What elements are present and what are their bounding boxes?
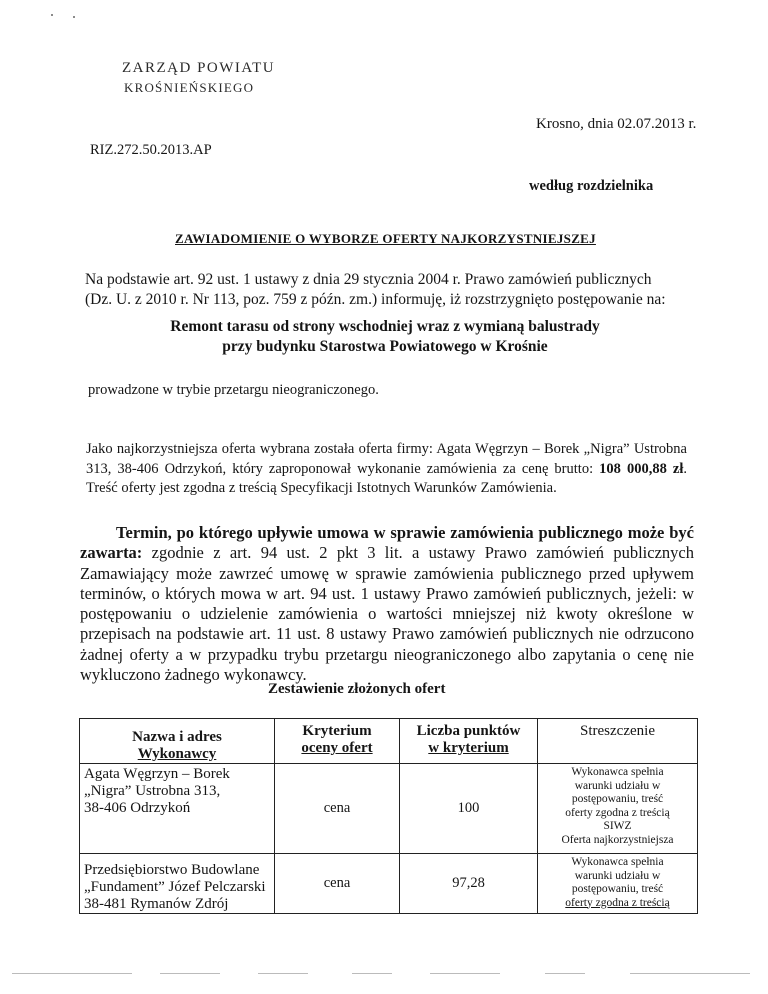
term-text: zgodnie z art. 94 ust. 2 pkt 3 lit. a ustawy Prawo zamówień publicznych Zamawiający może zawrzeć umowę w sprawie zamówienia publicznego przed upływem terminów, o których mowa w art. 94 ust. 1 ustawy Prawo zamówień publicznych, jeżeli: w postępowaniu o udzielenie zamówienia o wartości mniejszej niż kwoty określone w przepisach na podstawie art. 11 ust. 8 ustawy Prawo zamówień publicznych nie odrzucono żadnej oferty a w przypadku trybu przetargu nieograniczonego albo zapytania o cenę nie wykluczono żadnego wykonawcy.	[80, 543, 694, 685]
scan-speck	[73, 16, 75, 18]
header-name-line2: Wykonawcy	[137, 746, 217, 762]
criterion-cell: cena	[275, 854, 400, 914]
selection-text: Jako najkorzystniejsza oferta wybrana została oferta firmy: Agata Węgrzyn – Borek „Nigra” Ustrobna 313, 38-406 Odrzykoń, który zaproponował wykonanie zamówienia za cenę brutto:	[86, 441, 687, 477]
header-summary	[538, 719, 698, 764]
header-criterion-line1: Kryterium	[302, 723, 372, 739]
summary-line: postępowaniu, treść	[571, 883, 664, 895]
firm-cell	[80, 764, 275, 854]
firm-address: „Nigra” Ustrobna 313,	[84, 783, 221, 799]
firm-cell	[80, 854, 275, 914]
header-points-line1: Liczba punktów	[416, 723, 521, 739]
firm-city: 38-481 Rymanów Zdrój	[84, 896, 229, 912]
summary-line: Wykonawca spełnia	[571, 856, 664, 868]
subject-line1: Remont tarasu od strony wschodniej wraz z wymianą balustrady	[170, 318, 600, 335]
summary-line: Wykonawca spełnia	[571, 766, 664, 778]
summary-line: SIWZ	[603, 820, 632, 832]
selected-price: 108 000,88 zł	[599, 460, 684, 477]
firm-city: 38-406 Odrzykoń	[84, 800, 191, 816]
authority-line2: KROŚNIEŃSKIEGO	[124, 80, 255, 95]
subject-line2: przy budynku Starostwa Powiatowego w Krośnie	[222, 338, 548, 355]
term-lead: Termin, po którego upływie umowa w sprawie zamówienia publicznego może być zawarta:	[80, 523, 694, 563]
summary-line: oferty zgodna z treścią	[565, 806, 670, 819]
firm-name: Przedsiębiorstwo Budowlane	[84, 862, 260, 878]
table-row	[80, 854, 698, 914]
authority-line1: ZARZĄD POWIATU	[122, 60, 276, 76]
distribution-note: według rozdzielnika	[529, 178, 654, 194]
header-name	[80, 719, 275, 764]
points-cell: 97,28	[400, 854, 538, 914]
offers-table	[79, 718, 698, 914]
document-date: Krosno, dnia 02.07.2013 r.	[536, 116, 697, 132]
scan-speck	[51, 14, 53, 16]
header-criterion	[275, 719, 400, 764]
legal-basis-paragraph: Na podstawie art. 92 ust. 1 ustawy z dnia 29 stycznia 2004 r. Prawo zamówień publicznych (Dz. U. z 2010 r. Nr 113, poz. 759 z późn. zm.) informuję, iż rozstrzygnięto postępowanie na:	[85, 271, 666, 308]
header-summary-label: Streszczenie	[580, 723, 655, 739]
offers-table-title: Zestawienie złożonych ofert	[268, 681, 446, 697]
summary-line: warunki udziału w	[574, 869, 661, 882]
header-points	[400, 719, 538, 764]
header-name-line1: Nazwa i adres	[132, 729, 222, 745]
summary-cell	[538, 764, 698, 854]
issuer-stamp	[122, 58, 275, 98]
selection-text-end: . Treść oferty jest zgodna z treścią Specyfikacji Istotnych Warunków Zamówienia.	[86, 460, 688, 496]
selection-paragraph	[86, 440, 687, 499]
table-row	[80, 764, 698, 854]
summary-cell	[538, 854, 698, 914]
header-criterion-line2: oceny ofert	[301, 740, 373, 756]
procurement-subject	[150, 317, 620, 357]
page-bottom-edge	[0, 968, 768, 982]
reference-number: RIZ.272.50.2013.AP	[90, 142, 212, 158]
header-points-line2: w kryterium	[428, 740, 509, 756]
contract-term-paragraph	[80, 523, 694, 685]
firm-address: „Fundament” Józef Pelczarski	[84, 879, 266, 895]
criterion-cell: cena	[275, 764, 400, 854]
summary-line: postępowaniu, treść	[571, 793, 664, 805]
summary-line: warunki udziału w	[574, 779, 661, 792]
procedure-mode: prowadzone w trybie przetargu nieograniczonego.	[88, 382, 379, 398]
firm-name: Agata Węgrzyn – Borek	[84, 766, 230, 782]
document-title: ZAWIADOMIENIE O WYBORZE OFERTY NAJKORZYSTNIEJSZEJ	[175, 231, 596, 246]
summary-line: Oferta najkorzystniejsza	[561, 833, 674, 846]
summary-line: oferty zgodna z treścią	[565, 896, 670, 909]
points-cell: 100	[400, 764, 538, 854]
table-header-row	[80, 719, 698, 764]
